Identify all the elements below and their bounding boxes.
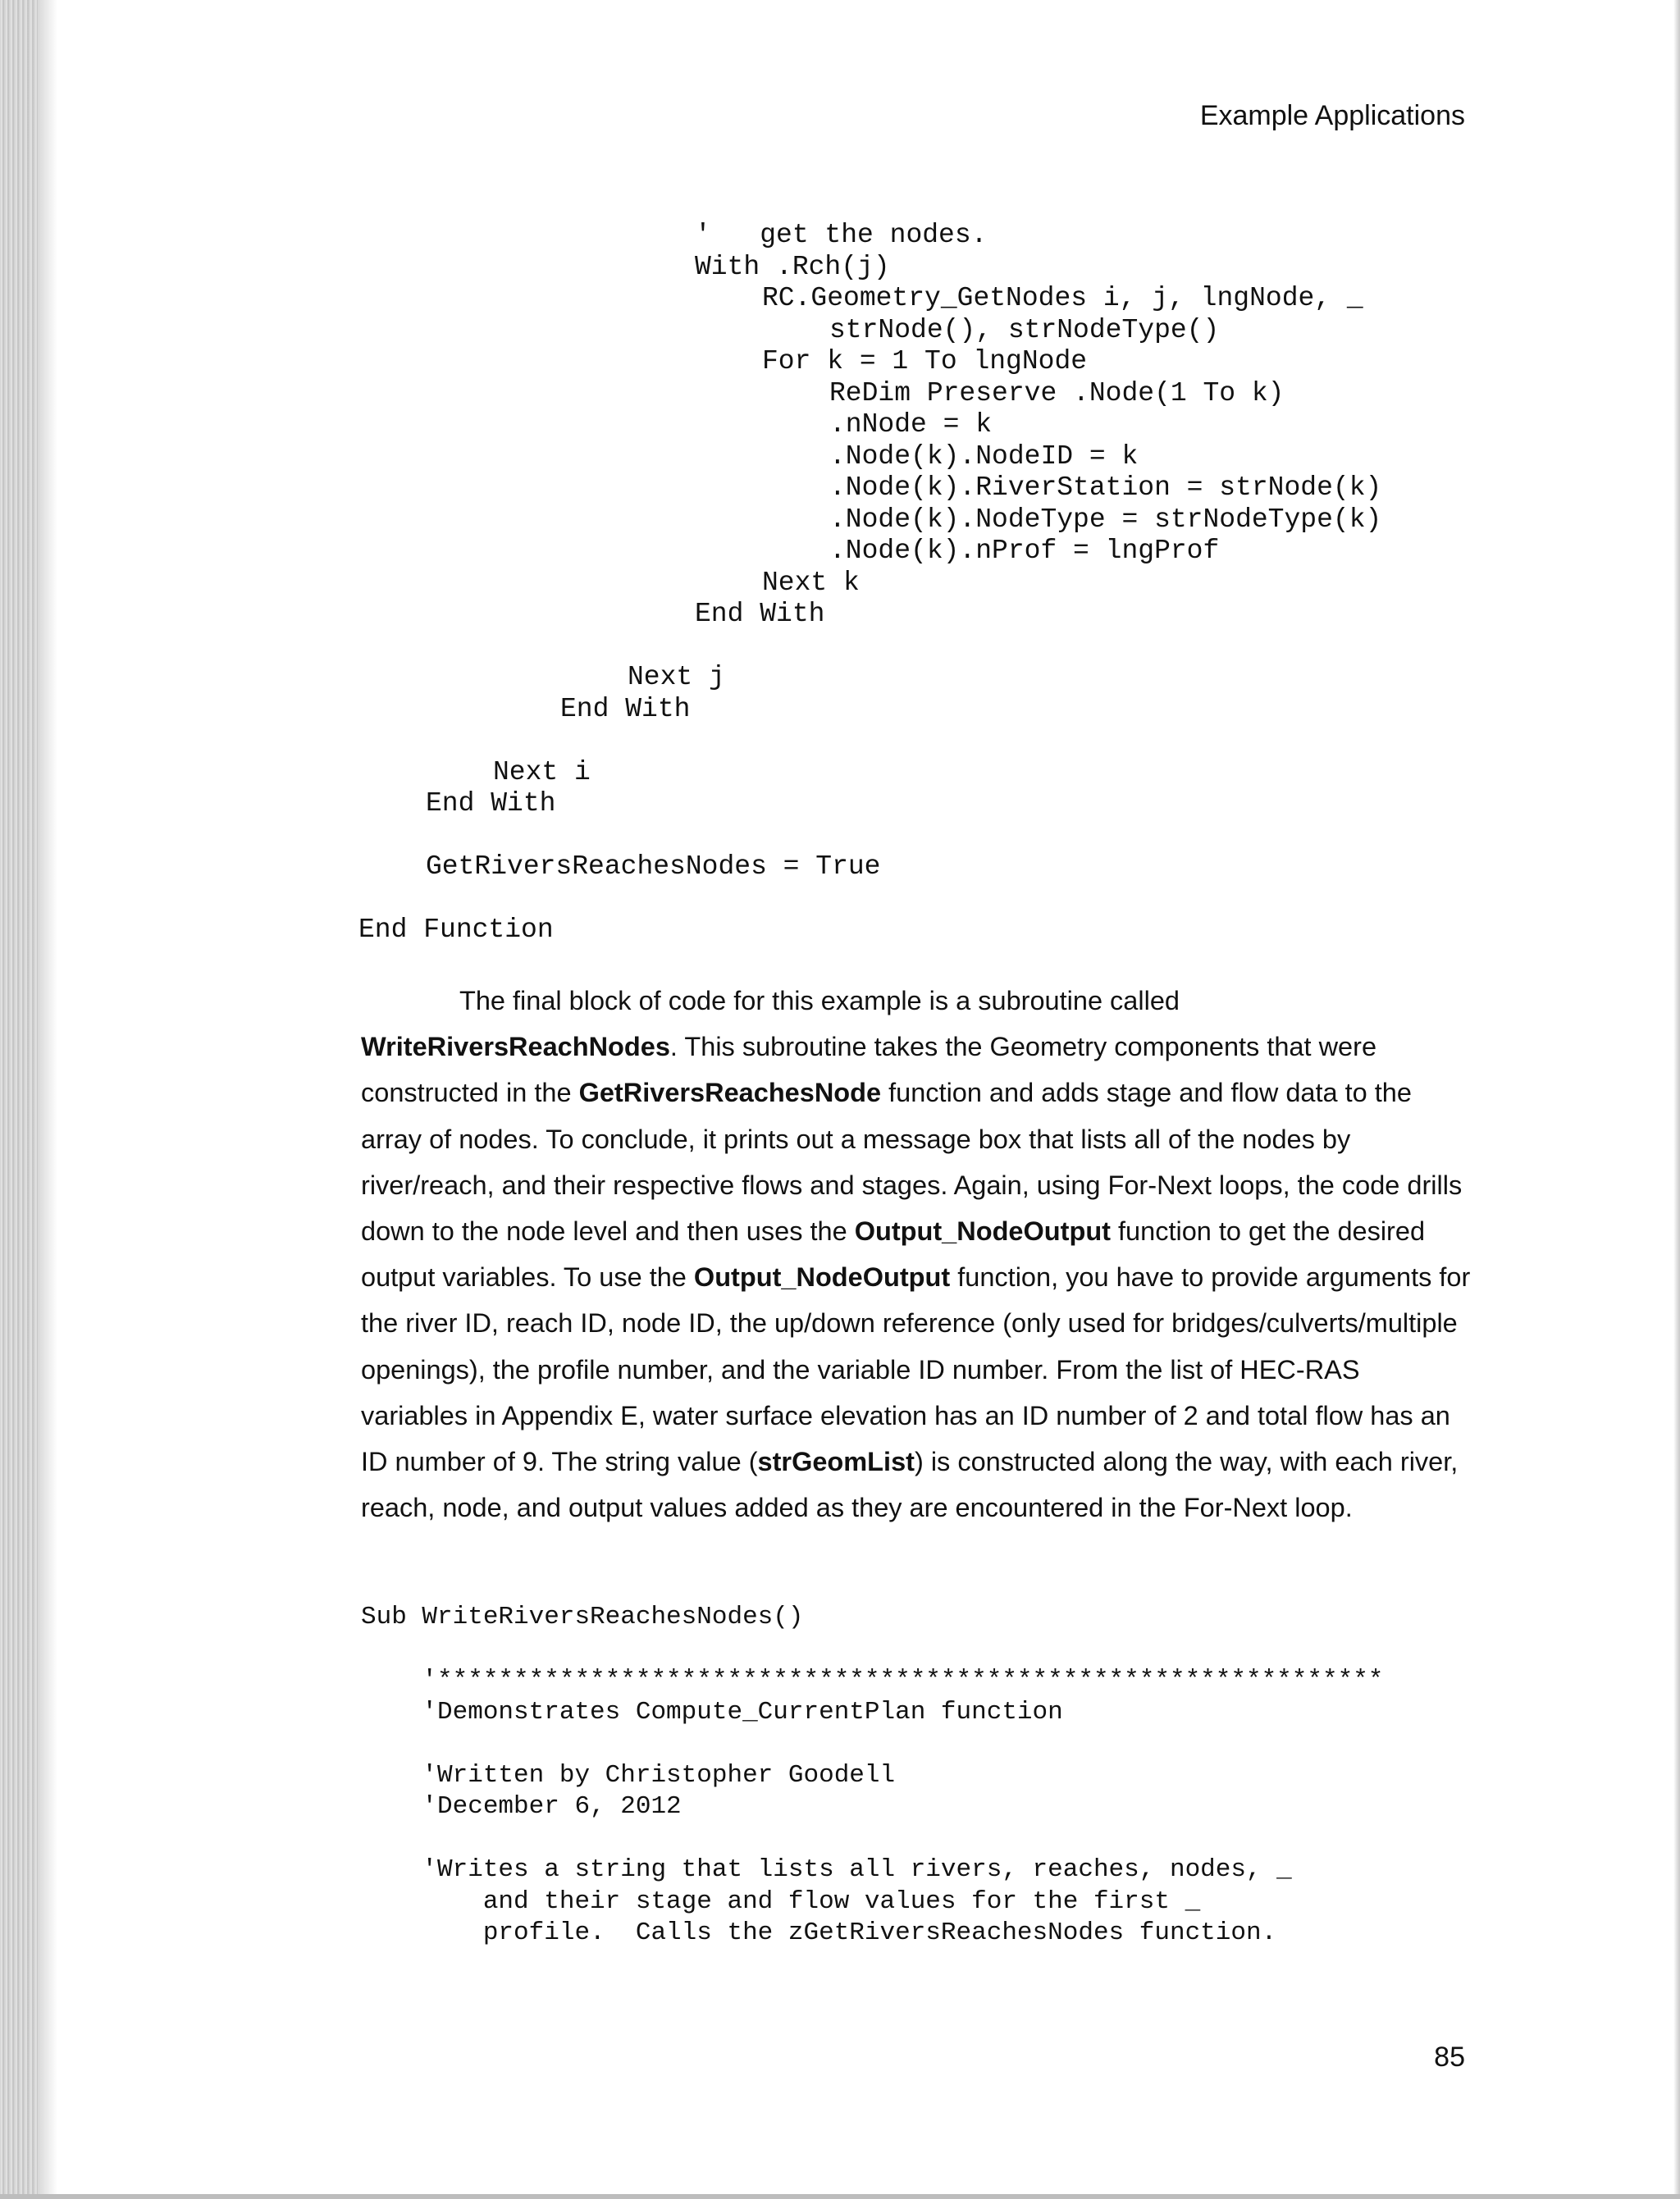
code-line: strNode(), strNodeType() <box>829 314 1220 345</box>
code-line: ' get the nodes. <box>695 220 988 250</box>
code-line <box>0 631 1381 663</box>
code-line <box>0 1634 1383 1666</box>
code-line: '************************************************************** <box>361 1666 1384 1695</box>
code-line: profile. Calls the zGetRiversReachesNodes function. <box>361 1918 1277 1947</box>
code-line <box>0 1728 1383 1760</box>
code-line: GetRiversReachesNodes = True <box>426 851 881 882</box>
paragraph-bold-term: Output_NodeOutput <box>854 1216 1111 1247</box>
page-number: 85 <box>1434 2042 1465 2073</box>
code-line: RC.Geometry_GetNodes i, j, lngNode, _ <box>762 283 1363 313</box>
code-line: Next j <box>628 662 725 692</box>
code-line: End With <box>695 599 825 629</box>
code-line: .Node(k).nProf = lngProf <box>829 536 1220 566</box>
code-line: 'Written by Christopher Goodell <box>361 1760 896 1790</box>
code-line <box>0 725 1381 757</box>
code-block-nodes-loop <box>0 220 1381 947</box>
body-paragraph <box>361 978 1472 1531</box>
running-head: Example Applications <box>1199 100 1465 131</box>
code-line: and their stage and flow values for the first _ <box>361 1886 1201 1916</box>
code-line: End Function <box>358 915 554 945</box>
code-line: .nNode = k <box>829 409 993 440</box>
paragraph-text: function and adds stage and flow data to the array of nodes. To conclude, it prints out a message box that lists all of the nodes by river/reach, and their respective flows and stages. Again, using For-Next loops, the code drills down to the node level and then uses the <box>361 1078 1463 1247</box>
paragraph-bold-term: WriteRiversReachNodes <box>361 1032 670 1062</box>
code-line: 'December 6, 2012 <box>361 1792 682 1821</box>
code-line: With .Rch(j) <box>695 251 890 282</box>
code-line: Next i <box>493 756 591 787</box>
paragraph-bold-term: Output_NodeOutput <box>693 1262 951 1293</box>
code-line: Next k <box>762 567 860 598</box>
code-line: ReDim Preserve .Node(1 To k) <box>829 377 1285 408</box>
paragraph-bold-term: GetRiversReachesNode <box>578 1078 882 1108</box>
paragraph-text: . This subroutine takes the Geometry components that were constructed in the <box>361 1032 1377 1108</box>
scan-bottom-edge <box>0 2194 1680 2199</box>
code-line: End With <box>560 693 691 724</box>
code-line: Sub WriteRiversReachesNodes() <box>361 1603 804 1631</box>
code-line <box>0 1823 1383 1855</box>
code-line <box>0 883 1381 915</box>
code-line: 'Demonstrates Compute_CurrentPlan function <box>361 1697 1063 1727</box>
code-line: .Node(k).NodeType = strNodeType(k) <box>829 504 1382 535</box>
code-line: .Node(k).NodeID = k <box>829 440 1139 472</box>
code-line: End With <box>426 788 556 819</box>
code-line <box>0 820 1381 852</box>
code-block-write-sub <box>0 1602 1383 1950</box>
paragraph-text: ) is constructed along the way, with each river, reach, node, and output values added as they are encountered in the For-Next loop. <box>361 1447 1459 1523</box>
paragraph-text: The final block of code for this example is a subroutine called <box>459 986 1180 1015</box>
paragraph-text: function to get the desired output variables. To use the <box>361 1216 1426 1293</box>
paragraph-text: function, you have to provide arguments for the river ID, reach ID, node ID, the up/down reference (only used for bridges/culverts/multiple openings), the profile number, and the variable ID number. From the list of HEC-RAS variables in Appendix E, water surface elevation has an ID number of 2 and total flow has an ID number of 9. The string value ( <box>361 1262 1471 1477</box>
code-line: .Node(k).RiverStation = strNode(k) <box>829 472 1382 503</box>
scan-right-edge <box>1673 0 1680 2199</box>
code-line: For k = 1 To lngNode <box>762 346 1088 376</box>
code-line: 'Writes a string that lists all rivers, reaches, nodes, _ <box>361 1855 1292 1884</box>
paragraph-bold-term: strGeomList <box>757 1447 915 1477</box>
